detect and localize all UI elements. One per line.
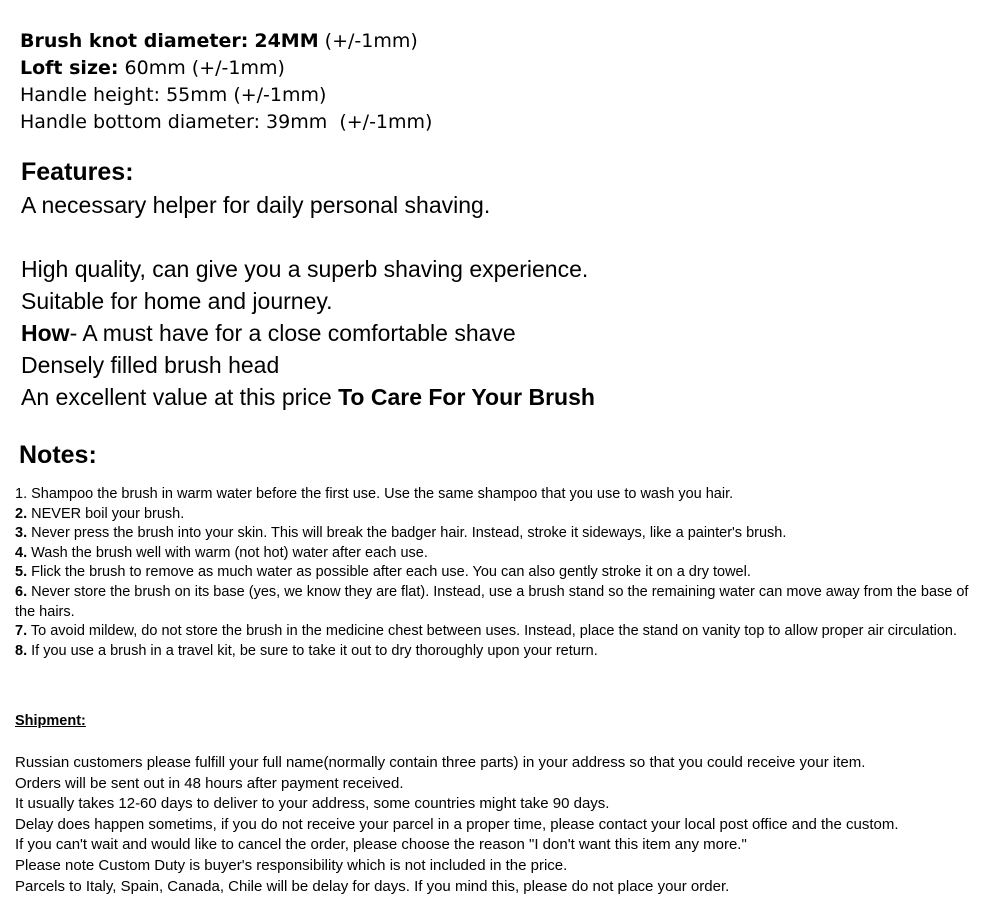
- shipment-line: If you can't wait and would like to cancel the order, please choose the reason "I don't want this item any more.": [15, 836, 747, 854]
- spec-value: 55mm: [166, 84, 228, 106]
- note-item: [15, 583, 980, 622]
- spec-handle-height: [20, 82, 432, 109]
- spec-value: 39mm: [266, 111, 328, 133]
- spec-tolerance: (+/-1mm): [324, 30, 418, 52]
- feature-bold: How: [21, 320, 70, 346]
- spec-label: Loft size:: [20, 57, 119, 79]
- notes-list: [15, 485, 980, 661]
- spec-label: Handle height:: [20, 84, 161, 106]
- feature-item: [21, 381, 595, 413]
- spec-loft-size: [20, 55, 432, 82]
- note-item: [15, 622, 980, 642]
- features-list: [21, 253, 595, 413]
- spec-handle-bottom-diameter: [20, 109, 432, 136]
- note-number: 1.: [15, 486, 28, 502]
- features-intro: A necessary helper for daily personal shaving.: [21, 192, 491, 218]
- feature-item: High quality, can give you a superb shaving experience.: [21, 256, 589, 282]
- note-item: [15, 485, 980, 505]
- feature-text: An excellent value at this price: [21, 384, 332, 410]
- note-number: 4.: [15, 544, 28, 561]
- shipment-line: Parcels to Italy, Spain, Canada, Chile will be delay for days. If you mind this, please do not place your order.: [15, 877, 730, 895]
- note-number: 3.: [15, 525, 28, 542]
- shipment-heading: Shipment:: [15, 713, 86, 729]
- notes-heading: Notes:: [19, 441, 97, 469]
- note-text: Flick the brush to remove as much water as possible after each use. You can also gently stroke it on a dry towel.: [31, 564, 751, 581]
- feature-item: Suitable for home and journey.: [21, 288, 333, 314]
- note-item: [15, 642, 980, 662]
- note-item: [15, 505, 980, 525]
- spec-tolerance: (+/-1mm): [191, 57, 285, 79]
- spec-list: [20, 28, 432, 136]
- note-text: Never press the brush into your skin. This will break the badger hair. Instead, stroke it sideways, like a painter's brush.: [31, 525, 787, 542]
- spec-knot-diameter: [20, 28, 432, 55]
- spec-value: 60mm: [124, 57, 186, 79]
- shipment-line: Delay does happen sometims, if you do not receive your parcel in a proper time, please contact your local post office and the custom.: [15, 815, 899, 833]
- note-text: NEVER boil your brush.: [31, 505, 185, 522]
- spec-tolerance: (+/-1mm): [339, 111, 433, 133]
- feature-item: Densely filled brush head: [21, 352, 280, 378]
- feature-item: [21, 317, 595, 349]
- note-item: [15, 524, 980, 544]
- shipment-line: It usually takes 12-60 days to deliver to your address, some countries might take 90 days.: [15, 795, 610, 813]
- note-text: Shampoo the brush in warm water before the first use. Use the same shampoo that you use to wash you hair.: [31, 486, 734, 502]
- note-item: [15, 563, 980, 583]
- spec-tolerance: (+/-1mm): [233, 84, 327, 106]
- note-text: Never store the brush on its base (yes, we know they are flat). Instead, use a brush stand so the remaining water can move away from the base of the hairs.: [15, 583, 969, 620]
- shipment-line: Orders will be sent out in 48 hours after payment received.: [15, 774, 404, 792]
- note-text: If you use a brush in a travel kit, be sure to take it out to dry thoroughly upon your return.: [31, 642, 598, 659]
- note-number: 7.: [15, 623, 28, 640]
- features-heading: Features:: [21, 158, 134, 186]
- shipment-line: Please note Custom Duty is buyer's responsibility which is not included in the price.: [15, 856, 568, 874]
- feature-text: - A must have for a close comfortable shave: [69, 320, 516, 346]
- note-item: [15, 544, 980, 564]
- shipment-list: [15, 753, 899, 897]
- spec-label: Handle bottom diameter:: [20, 111, 260, 133]
- note-number: 2.: [15, 505, 28, 522]
- spec-value: 24MM: [254, 30, 319, 52]
- note-text: To avoid mildew, do not store the brush in the medicine chest between uses. Instead, place the stand on vanity top to allow proper air circulation.: [30, 623, 957, 640]
- spec-label: Brush knot diameter:: [20, 30, 249, 52]
- note-number: 8.: [15, 642, 28, 659]
- feature-bold: To Care For Your Brush: [338, 384, 595, 410]
- note-number: 5.: [15, 564, 28, 581]
- note-text: Wash the brush well with warm (not hot) water after each use.: [31, 544, 428, 561]
- note-number: 6.: [15, 583, 28, 600]
- shipment-line: Russian customers please fulfill your full name(normally contain three parts) in your address so that you could receive your item.: [15, 754, 866, 771]
